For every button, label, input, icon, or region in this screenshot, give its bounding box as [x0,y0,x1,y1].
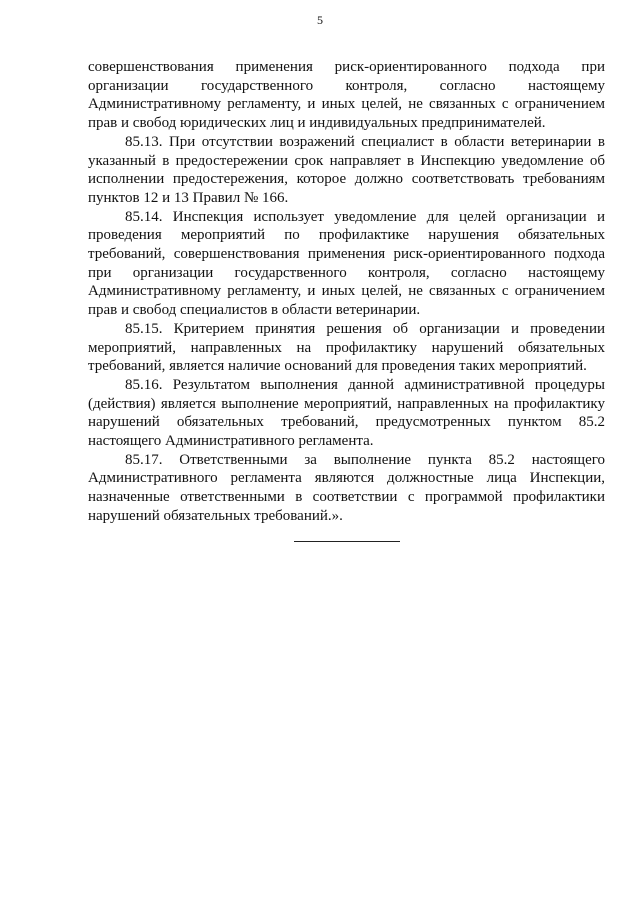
paragraph-85-15: 85.15. Критерием принятия решения об организации и проведении мероприятий, направленных на профилактику нарушений обязательных требований, является наличие оснований для проведения таких мероприятий. [88,320,605,375]
paragraph-85-13: 85.13. При отсутствии возражений специалист в области ветеринарии в указанный в предостережении срок направляет в Инспекцию уведомление об исполнении предостережения, которое должно соответствовать требованиям пунктов 12 и 13 Правил № 166. [88,133,605,206]
end-of-document-rule [294,541,400,542]
paragraph-85-17: 85.17. Ответственными за выполнение пункта 85.2 настоящего Административного регламента являются должностные лица Инспекции, назначенные ответственными в соответствии с программой профилактики нарушений обязательных требований.». [88,451,605,524]
document-body [88,58,605,526]
paragraph-85-16: 85.16. Результатом выполнения данной административной процедуры (действия) является выполнение мероприятий, направленных на профилактику нарушений обязательных требований, предусмотренных пунктом 85.2 настоящего Административного регламента. [88,376,605,450]
paragraph-continuation: совершенствования применения риск-ориентированного подхода при организации государственного контроля, согласно настоящему Административному регламенту, и иных целей, не связанных с ограничением прав и свобод юридических лиц и индивидуальных предпринимателей. [88,59,605,132]
page-number: 5 [317,13,323,27]
paragraph-85-14: 85.14. Инспекция использует уведомление для целей организации и проведения мероприятий по профилактике нарушения обязательных требований, совершенствования применения риск-ориентированного подхода при организации государственного контроля, согласно настоящему Административному регламенту, и иных целей, не связанных с ограничением прав и свобод специалистов в области ветеринарии. [88,208,605,319]
